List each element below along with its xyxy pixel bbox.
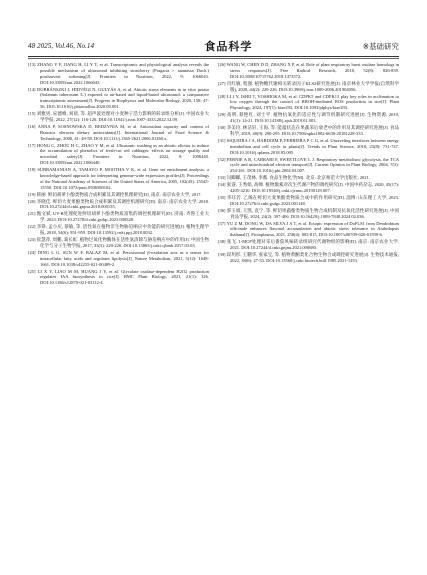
header-rule-thin [28, 58, 399, 59]
reference-item: [26] WANG W, CHEN D D, ZHANG X P, et al. Role of plant respiratory burst oxidase homologs in stress responses[J]. Free Radical Research, 2018, 52(8): 826-839. DOI:10.1080/10715762.2018.1473572. [218, 62, 399, 79]
reference-item: [30] 李美玲, 林洁轩, 王海, 等. 能量状态在果蔬采后衰老中的作用及其调控研究进展[J]. 食品科学, 2019, 40(9): 290-295. DOI:10.7506/spkx1002-6630-20181228-333. [218, 125, 399, 136]
reference-item: [34] 张睿, 王秀娟, 高峰. 植物激素对次生代谢产物的调控研究[J]. 中国中药杂志, 2020, 45(17): 4205-4210. DOI:10.19540/j.cnki.cjcmm.20190129.007. [218, 182, 399, 193]
reference-item: [15] 刘雅男, 宋德峰, 刘晨, 等. 超声波处理对小麦种子活力影响的转录组分析[J]. 中国农业大学学报, 2022, 27(12): 116-126. DOI:10.11841/j.issn.1007-4333.2022.12.09. [28, 111, 209, 122]
reference-item: [27] 肖红敏, 程强. 植物糖代谢相关转录因子KLS2研究进展[J]. 南京林业大学学报(自然科学版), 2020, 44(2): 220-226. DOI:10.3969/j.issn.1000-2006.201904056. [218, 80, 399, 92]
reference-item: [35] 李珏若. 乙烯在鲜切大麦果酚类物质合成中的作用研究[D]. 淄博: 山东理工大学, 2023. DOI:10.27276/d.cnki.gsdgc.2023.001148. [218, 194, 399, 206]
reference-item: [20] 李晓佳. 鲜切大麦果酚类物质合成积累及其调控机理研究[D]. 南京: 南京农业大学, 2018. DOI:10.27244/d.cnki.gnjnu.2018.000155. [28, 198, 209, 210]
reference-list [28, 62, 399, 562]
page-header [28, 38, 399, 54]
reference-item: [22] 李铮, 孟小庆, 蔡敏, 等. 活性氧在植物非生物胁迫响应中功能的研究进展[J]. 植物生理学报, 2018, 54(6): 951-959. DOI:10.13592/j.cnki.ppj.2018.0032. [28, 224, 209, 236]
reference-item: [21] 甄文斌. UV-B处理促进鲜切胡萝卜酚类物质富集的调控机理研究[D]. 济南: 齐鲁工业大学, 2023. DOI:10.27278/d.cnki.gsdqc.2023.000528. [28, 211, 209, 223]
reference-item: [23] 崔慧萍, 周鹏, 葛长虹. 植物过氧化物酶体在活性氧清除与胁迫响应中的作用[J]. 中国生物化学与分子生物学报, 2017, 33(3): 220-226. DOI:10.13865/j.cnki.cjbmb.2017.03.03. [28, 237, 209, 248]
column-name: ※基础研究 [362, 41, 399, 51]
reference-item: [18] SUBRAMANIAN A, TAMAYO P, MOOTHA V K, et al. Gene set enrichment analysis: a knowledge-based approach for interpreting genome-wide expression profiles[J]. Proceedings of the National Academy of Sciences of the United States of America, 2005, 102(43): 15545-15550. DOI:10.1073/pnas.0506580102. [28, 167, 209, 190]
reference-item: [28] LI J Y, ISHII T, YOSHIOKA M, et al. CDPK5 and CDPK13 play key roles in acclimation to low oxygen through the control of RBOH-mediated ROS production in rice[J]. Plant Physiology, 2024, 197(1): kiae293. DOI:10.1093/plphys/kiae293. [218, 93, 399, 111]
journal-name: 食品科学 [204, 40, 253, 53]
reference-item: [13] ZHANG Y F, JIANG H, LI Y T, et al. Transcriptomic and physiological analysis reveals the possible mechanism of ultrasound inhibiting strawberry (Fragaria × ananassa Duch.) postharvest softening[J]. Frontiers in Nutrition, 2022, 9: 1066043. DOI:10.3389/fnut.2022.1066043. [28, 62, 209, 85]
reference-item: [19] 韩丽. 鲜切胡萝卜酚类物质合成积累及其调控机理研究[D]. 南京: 南京农业大学, 2017. [28, 191, 202, 197]
reference-column-left [28, 62, 209, 562]
reference-item: [31] SIQUEIRA J A, HARDOIM P, FERREIRA P C G, et al. Unraveling interfaces between energy metabolism and cell cycle in plants[J]. Trends in Plant Science, 2018, 23(8): 731-747. DOI:10.1016/j.tplants.2018.05.005. [218, 137, 399, 155]
reference-item: [24] DING L G, SUN W F, BALAZ M, et al. Peroxisomal β-oxidation acts as a sensor for intracellular fatty acids and regulates lipolysis[J]. Nature Metabolism, 2021, 5(12): 1648-1661. DOI:10.1038/s42255-021-00489-2. [28, 249, 209, 267]
page-info: 48 2025, Vol.46, No.14 [28, 42, 95, 50]
reference-item: [25] LI X Y, LIAO M M, HUANG J Y, et al. Glycolate oxidase-dependent H2O2 production regulates IAA biosynthesis in rice[J]. BMC Plant Biology, 2021, 21(1): 326. DOI:10.1186/s12870-021-03112-4. [28, 268, 209, 286]
reference-item: [29] 高明, 蔡艳红, 刘士平. 植物抗氧化的适应性与调节机制研究进展[J]. 生物资源, 2019, 41(1): 14-21. DOI:10.14188/j.ajsh.2019.01.003. [218, 112, 399, 124]
reference-item: [32] FERNIE A R, CARRARI F, SWEETLOVE L J. Respiratory metabolism: glycolysis, the TCA cycle and mitochondrial electron transport[J]. Current Opinion in Plant Biology, 2004, 7(3): 254-261. DOI:10.1016/j.pbi.2004.03.007. [218, 156, 399, 174]
reference-item: [33] 闫卿卿, 王茂林, 李薇. 食品生物化学[M]. 北京: 北京师范大学出版社, 2021. [218, 175, 370, 181]
reference-item: [36] 郭玉娟, 王凯, 袁宁, 等. 鲜切果蔬酚类物质生物合成机制及抗氧化活性研究进展[J]. 中国食品学报, 2024, 24(2): 397-406. DOI:10.16429/j.1009-7848.2024.02.036. [218, 207, 399, 219]
reference-item: [38] 张飞. 1-MCP处理对采后番茄风味转录组研究代谢物组的影响[D]. 南京: 南京农业大学, 2021. DOI:10.27244/d.cnki.gnjnu.2021.000680. [218, 239, 399, 251]
reference-item: [14] DOBRÁNSZKI J, HIDVÉGI N, GULYÁS A, et al. Abiotic stress elements in in vitro potato (Solanum tuberosum L.) exposed to air-based and liquid-based ultrasound: a comparative transcriptomic assessment[J]. Progress in Biophysics and Molecular Biology, 2020, 158: 47-56. DOI:10.1016/j.pbiomolbio.2020.09.001. [28, 86, 209, 110]
reference-item: [17] HONG C, ZHOU H C, ZHAO Y M, et al. Ultrasonic washing as an abiotic elicitor to induce the accumulation of phenolics of fresh-cut red cabbages: effects on storage quality and microbial safety[J]. Frontiers in Nutrition, 2022, 9: 1006440. DOI:10.3389/fnut.2022.1006440. [28, 142, 209, 166]
reference-item: [37] YU Z M, DONG W, DA SILVA J A T, et al. Ectopic expression of DoFLS1 from Dendrobium officinale enhances flavonol accumulation and abiotic stress tolerance in Arabidopsis thaliana[J]. Protoplasma, 2021, 258(4): 803-815. DOI:10.1007/s00709-020-01599-6. [218, 220, 399, 238]
reference-item: [39] 段玥彤, 王鹏华, 张家宝, 等. 植物黄酮类化合物生物合成调控研究进展[J]. 生物技术通报, 2022, 38(6): 27-33. DOI:10.13560/j.cnki.biotech.bull.1985.2021-1253. [218, 252, 399, 263]
reference-column-right [218, 62, 399, 562]
reference-item: [16] ANNA P, SOSNOWSKA D, REDZYNIA M, et al. Antioxidant capacity and content of Brassica oleracea dietary antioxidants[J]. International Journal of Food Science & Technology, 2006, 41: 49-58. DOI:10.1111/j.1365-2621.2006.01260.x. [28, 123, 209, 141]
